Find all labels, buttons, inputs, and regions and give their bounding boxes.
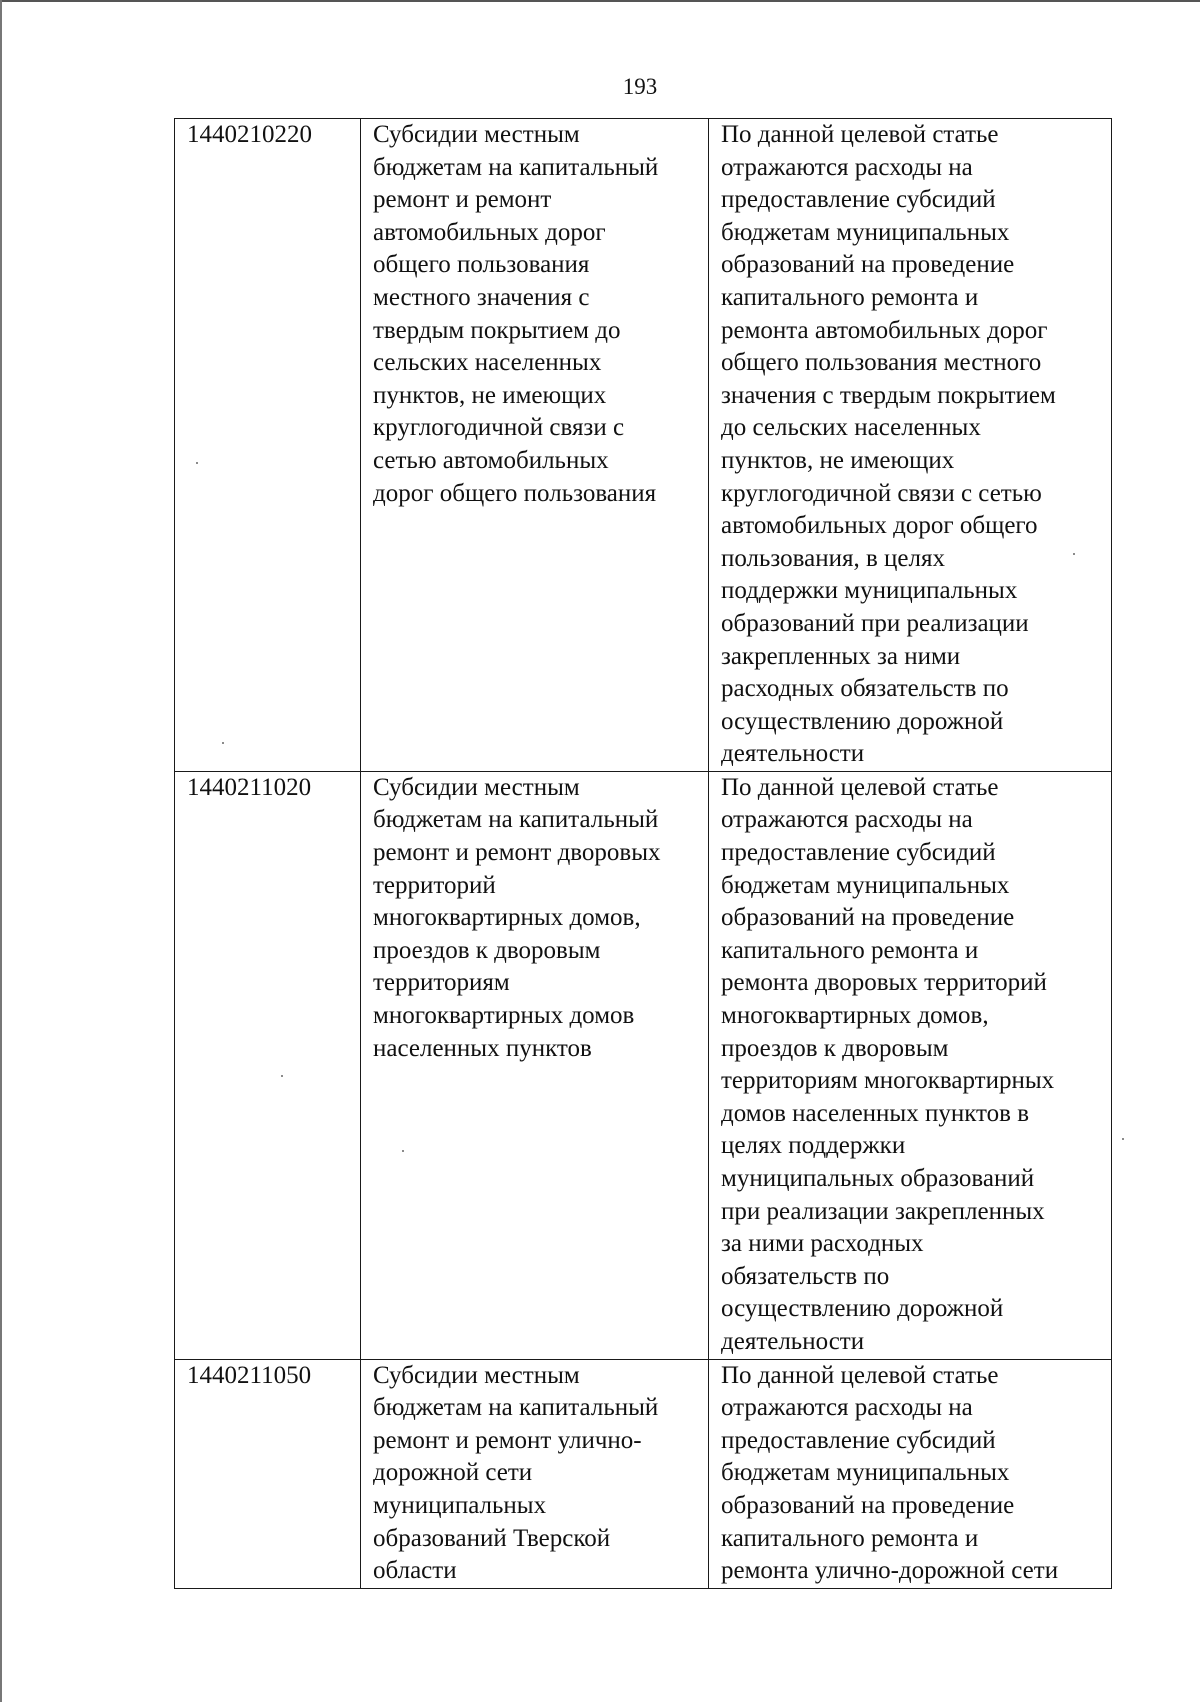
row-code: 1440211050 xyxy=(175,1359,361,1588)
scan-edge-left xyxy=(0,0,2,1702)
scan-speck xyxy=(281,1075,283,1077)
row-name: Субсидии местным бюджетам на капитальный ремонт и ремонт автомобильных дорог общего пользования местного значения с твердым покрытием до сельских населенных пунктов, не имеющих круглогодичной связи с сетью автомобильных дорог общего пользования xyxy=(361,119,709,772)
row-code: 1440210220 xyxy=(175,119,361,772)
scan-speck xyxy=(196,462,198,464)
row-description: По данной целевой статье отражаются расходы на предоставление субсидий бюджетам муниципальных образований на проведение капитального ремонта и ремонта улично-дорожной сети xyxy=(709,1359,1112,1588)
row-name: Субсидии местным бюджетам на капитальный ремонт и ремонт дворовых территорий многоквартирных домов, проездов к дворовым территориям многоквартирных домов населенных пунктов xyxy=(361,771,709,1359)
row-name: Субсидии местным бюджетам на капитальный ремонт и ремонт улично- дорожной сети муниципальных образований Тверской области xyxy=(361,1359,709,1588)
budget-code-table xyxy=(174,118,1112,1589)
scan-speck xyxy=(1122,1138,1124,1140)
table-row xyxy=(175,1359,1112,1588)
page-number: 193 xyxy=(622,74,658,99)
table-row xyxy=(175,119,1112,772)
row-description: По данной целевой статье отражаются расходы на предоставление субсидий бюджетам муниципальных образований на проведение капитального ремонта и ремонта дворовых территорий многоквартирных домов, проездов к дворовым территориям многоквартирных домов населенных пунктов в целях поддержки муниципальных образований при реализации закрепленных за ними расходных обязательств по осуществлению дорожной деятельности xyxy=(709,771,1112,1359)
scan-edge-top xyxy=(0,0,1200,2)
scan-speck xyxy=(1073,553,1075,555)
scan-speck xyxy=(402,1150,404,1152)
scan-speck xyxy=(222,742,224,744)
table-row xyxy=(175,771,1112,1359)
row-description: По данной целевой статье отражаются расходы на предоставление субсидий бюджетам муниципальных образований на проведение капитального ремонта и ремонта автомобильных дорог общего пользования местного значения с твердым покрытием до сельских населенных пунктов, не имеющих круглогодичной связи с сетью автомобильных дорог общего пользования, в целях поддержки муниципальных образований при реализации закрепленных за ними расходных обязательств по осуществлению дорожной деятельности xyxy=(709,119,1112,772)
row-code: 1440211020 xyxy=(175,771,361,1359)
